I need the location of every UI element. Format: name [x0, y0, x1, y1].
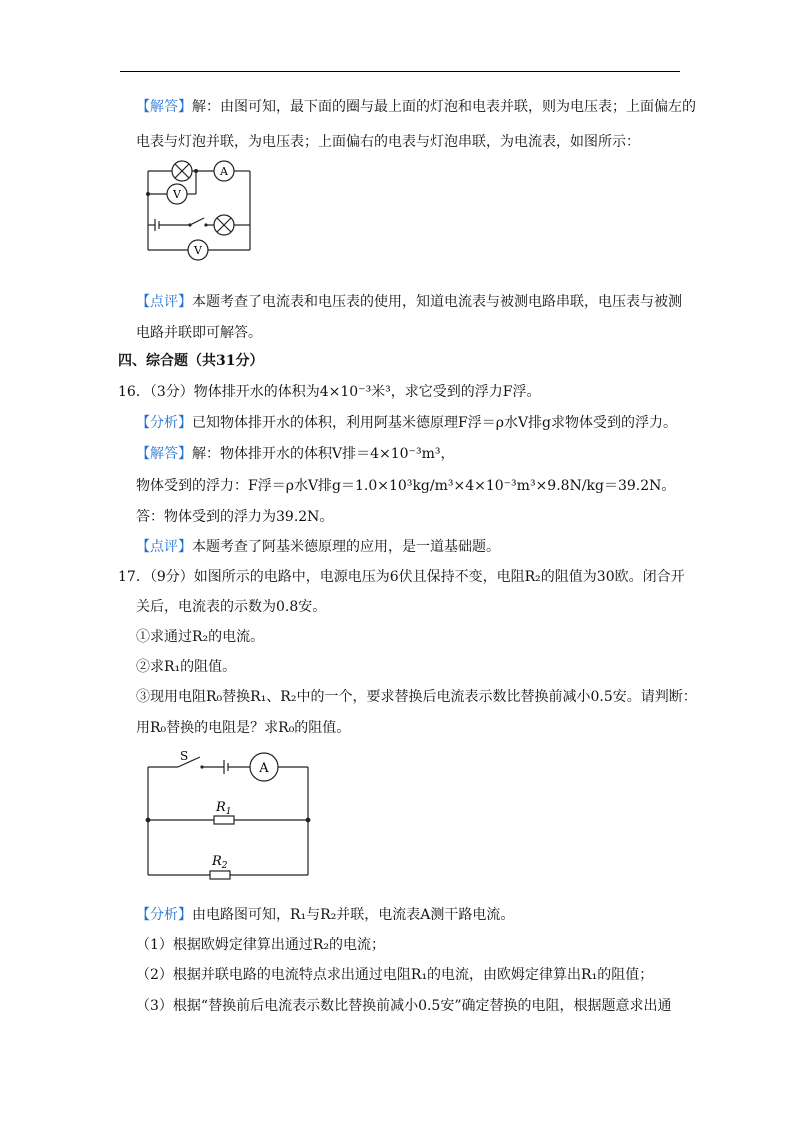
section-title: 四、综合题（共31分）: [118, 353, 264, 369]
voltmeter-label: V: [194, 244, 202, 257]
comment-tag: 【点评】: [136, 294, 192, 310]
q16-answer2: 物体受到的浮力：F浮＝ρ水V排g＝1.0×10³kg/m³×4×10⁻³m³×9.8N/kg＝39.2N。: [136, 478, 676, 494]
q17-stem1: 17．（9分）如图所示的电路中，电源电压为6伏且保持不变，电阻R₂的阻值为30欧。闭合开: [118, 569, 685, 585]
q17-item3b: 用R₀替换的电阻是？求R₀的阻值。: [136, 720, 351, 736]
q17-item3a: ③现用电阻R₀替换R₁、R₂中的一个，要求替换后电流表示数比替换前减小0.5安。请判断：: [136, 689, 697, 705]
q17-analysis: 【分析】由电路图可知，R₁与R₂并联，电流表A测干路电流。: [136, 907, 515, 923]
r1-label: $R_1$: [216, 800, 232, 817]
q16-answer1: 【解答】解：物体排开水的体积V排＝4×10⁻³m³，: [136, 446, 455, 462]
ammeter-label: A: [259, 761, 269, 776]
q17-step3: （3）根据“替换前后电流表示数比替换前减小0.5安”确定替换的电阻，根据题意求出通: [136, 998, 672, 1014]
circuit-diagram-2: [140, 745, 320, 880]
ammeter-label: A: [220, 165, 228, 178]
q17-item2: ②求R₁的阻值。: [136, 659, 237, 675]
comment15-line2: 电路并联即可解答。: [136, 325, 262, 341]
q16-analysis: 【分析】已知物体排开水的体积，利用阿基米德原理F浮＝ρ水V排g求物体受到的浮力。: [136, 415, 678, 431]
q16-stem: 16．（3分）物体排开水的体积为4×10⁻³米³，求它受到的浮力F浮。: [118, 384, 541, 400]
q17-stem2: 关后，电流表的示数为0.8安。: [136, 599, 327, 615]
q17-step2: （2）根据并联电路的电流特点求出通过电阻R₁的电流，由欧姆定律算出R₁的阻值；: [136, 967, 654, 983]
answer15-line1: 【解答】解：由图可知，最下面的圈与最上面的灯泡和电表并联，则为电压表；上面偏左的: [136, 99, 696, 115]
comment15-line1: 【点评】本题考查了电流表和电压表的使用，知道电流表与被测电路串联，电压表与被测: [136, 294, 682, 310]
answer15-line2: 电表与灯泡并联，为电压表；上面偏右的电表与灯泡串联，为电流表，如图所示：: [136, 134, 640, 150]
q16-answer3: 答：物体受到的浮力为39.2N。: [136, 509, 334, 525]
switch-label: S: [180, 749, 189, 763]
q17-step1: （1）根据欧姆定律算出通过R₂的电流；: [136, 937, 386, 953]
header-rule: [120, 71, 680, 72]
r2-label: $R_2$: [212, 854, 228, 871]
circuit-diagram-1: [138, 155, 278, 265]
voltmeter-label: V: [173, 188, 181, 201]
answer-tag: 【解答】: [136, 99, 192, 115]
q17-item1: ①求通过R₂的电流。: [136, 629, 265, 645]
q16-comment: 【点评】本题考查了阿基米德原理的应用，是一道基础题。: [136, 539, 500, 555]
